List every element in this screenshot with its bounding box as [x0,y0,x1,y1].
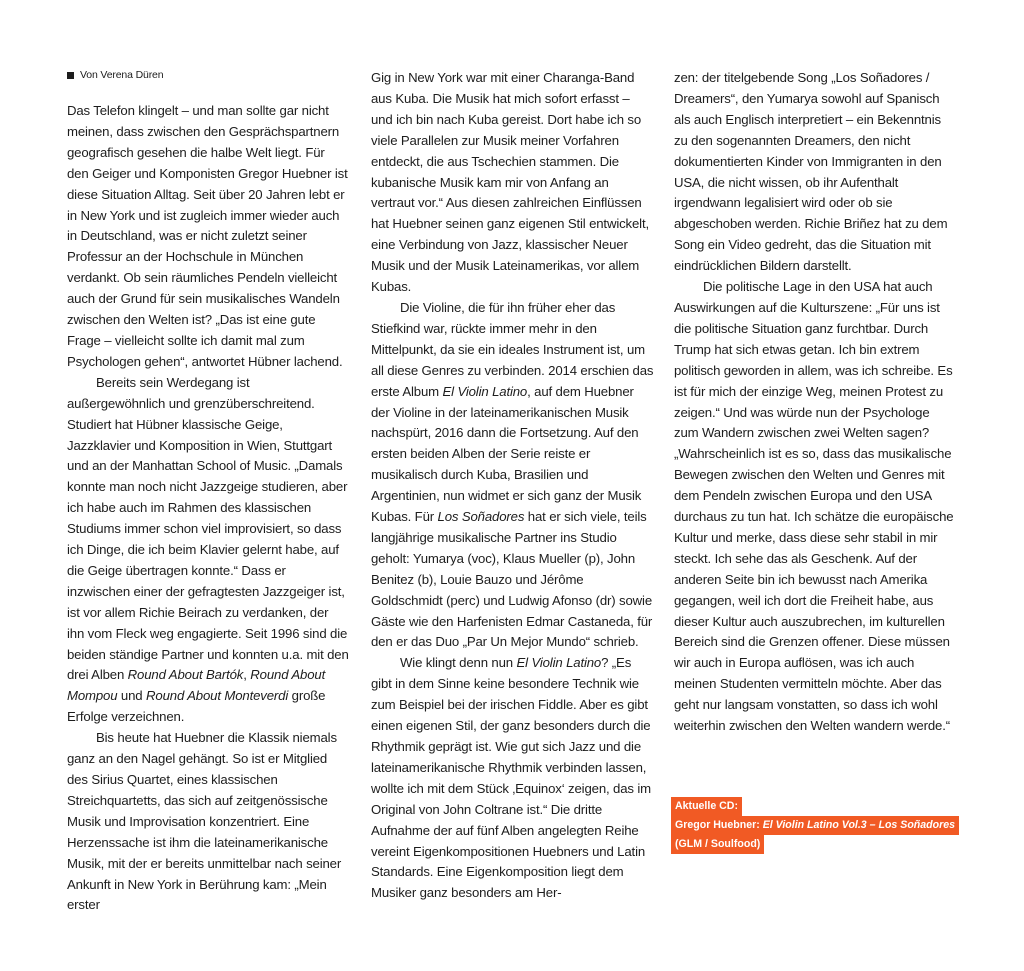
column-3 [674,68,956,737]
text-run: Wie klingt denn nun [400,655,517,671]
cd-title: El Violin Latino Vol.3 – Los Soñadores [762,819,956,831]
text-run: und [117,688,147,704]
paragraph [371,298,654,653]
cd-box-label: Aktuelle CD: [671,797,742,816]
text-run: Die Violine, die für ihn früher eher das Stiefkind war, rückte immer mehr in den Mittelpunkt, da sie ein ideales Instrument ist, um all diese Genres zu verbinden. 2014 erschien das erste Album [371,299,654,399]
paragraph: Die politische Lage in den USA hat auch Auswirkungen auf die Kulturszene: „Für uns ist die politische Situation ganz furchtbar. Durch Trump hat sich etwas getan. Ich bin extrem politisch geworden in allem, was ich schreibe. Es ist für mich der einzige Weg, meinen Protest zu zeigen.“ Und was würde nun der Psychologe zum Wandern zwischen zwei Welten sagen? „Wahrscheinlich ist es so, dass das musikalische Bewegen zwischen den Welten und Genres mit dem Pendeln zwischen Europa und den USA durchaus zu tun hat. Ich schätze die europäische Kultur und merke, dass diese sehr stabil in mir steckt. Ich sehe das als Geschenk. Auf der anderen Seite bin ich bewusst nach Amerika gegangen, weil ich dort die Freiheit habe, aus dieser Kultur auch auszubrechen, im kulturellen Bereich sind die Grenzen offener. Diese müssen wir auch in Europa auflösen, was ich auch meinen Studenten vermitteln möchte. Aber das geht nur langsam vonstatten, so dass ich wohl weiterhin zwischen den Welten wandern werde.“ [674,279,954,734]
album-title: El Violin Latino [442,383,528,399]
paragraph: Bis heute hat Huebner die Klassik niemals ganz an den Nagel gehängt. So ist er Mitglied des Sirius Quartet, eines klassischen Streichquartetts, das sich auf zeitgenössische Musik und Improvisation konzentriert. Eine Herzenssache ist ihm die lateinamerikanische Musik, mit der er bereits unmittelbar nach seiner Ankunft in New York in Berührung kam: „Mein erster [67,730,342,913]
paragraph [371,653,654,904]
paragraph: Gig in New York war mit einer Charanga-Band aus Kuba. Die Musik hat mich sofort erfasst – und ich bin nach Kuba gereist. Dort habe ich so viele Parallelen zur Musik meiner Vorfahren entdeckt, die aus Tschechien stammen. Die kubanische Musik kam mir von Anfang an vertraut vor.“ Aus diesen zahlreichen Einflüssen hat Huebner seinen ganz eigenen Stil entwickelt, eine Verbindung von Jazz, klassischer Neuer Musik und der Musik Lateinamerikas, vor allem Kubas. [371,70,649,295]
text-run: ? „Es gibt in dem Sinne keine besondere Technik wie zum Beispiel bei der irischen Fiddle. Aber es gibt einen eigenen Stil, der ganz besonders durch die Rhythmik geprägt ist. Wie gut sich Jazz und die lateinamerikanische Rhythmik verbinden lassen, wollte ich mit dem Stück ‚Equinox‘ zeigen, das im Original von John Coltrane ist.“ Die dritte Aufnahme der auf fünf Alben angelegten Reihe vereint Eigenkompositionen Huebners und Latin Standards. Eine Eigenkomposition liegt dem Musiker ganz besonders am Her- [371,655,651,901]
current-cd-box [671,797,959,854]
cd-box-title-line [671,816,959,835]
paragraph [67,373,349,728]
column-2 [371,68,654,904]
paragraph: zen: der titelgebende Song „Los Soñadores / Dreamers“, den Yumarya sowohl auf Spanisch als auch Englisch interpretiert – ein Bekenntnis zu den sogenannten Dreamers, den nicht dokumentierten Kinder von Immigranten in den USA, die nicht wissen, ob ihr Aufenthalt irgendwann legalisiert wird oder ob sie abgeschoben werden. Richie Briñez hat zu dem Song ein Video gedreht, das die Situation mit eindrücklichen Bildern darstellt. [674,70,948,274]
byline-text: Von Verena Düren [80,69,164,81]
text-run: hat er sich viele, teils langjährige musikalische Partner ins Studio geholt: Yumarya (voc), Klaus Mueller (p), John Benitez (b), Louie Bauzo und Jérôme Goldschmidt (perc) und Ludwig Afonso (dr) sowie Gäste wie den Harfenisten Edmar Castaneda, für den er das Duo „Par Un Mejor Mundo“ schrieb. [371,509,653,650]
bullet-square-icon [67,72,74,79]
album-title: Round About Monteverdi [146,688,289,704]
text-run: , auf dem Huebner der Violine in der lateinamerikanischen Musik nachspürt, 2016 dann die Fortsetzung. Auf den ersten beiden Alben der Serie reiste er musikalisch durch Kuba, Brasilien und Argentinien, nun widmet er sich ganz der Musik Kubas. Für [371,383,642,525]
album-title: Los Soñadores [437,509,525,525]
album-title: Round About Mompou [67,667,326,704]
column-1 [67,68,349,916]
byline [67,68,349,82]
album-title: Round About Bartók [127,667,244,683]
text-run: Bereits sein Werdegang ist außergewöhnlich und grenzüberschreitend. Studiert hat Hübner klassische Geige, Jazzklavier und Komposition in Wien, Stuttgart und an der Manhattan School of Music. „Damals konnte man noch nicht Jazzgeige studieren, aber ich habe auch im Rahmen des klassischen Studiums immer schon viel improvisiert, so dass ich Dinge, die ich beim Klavier gelernt habe, auf die Geige übertragen konnte.“ Dass er inzwischen einer der gefragtesten Jazzgeiger ist, ist vor allem Richie Beirach zu verdanken, der ihn vom Fleck weg engagierte. Seit 1996 sind die beiden ständige Partner und konnten u.a. mit den drei Alben [67,374,349,683]
cd-box-publisher: (GLM / Soulfood) [671,835,764,854]
album-title: El Violin Latino [516,655,602,671]
text-run: große Erfolge verzeichnen. [67,688,326,725]
text-run: , [243,667,251,683]
paragraph: Das Telefon klingelt – und man sollte gar nicht meinen, dass zwischen den Gesprächspartnern geografisch gesehen die halbe Welt liegt. Für den Geiger und Komponisten Gregor Huebner ist diese Situation Alltag. Seit über 20 Jahren lebt er in New York und ist zugleich immer wieder auch in Deutschland, was er nicht zuletzt seiner Professur an der Hochschule in München verdankt. Ob sein räumliches Pendeln vielleicht auch der Grund für sein musikalisches Wandeln zwischen den Welten ist? „Das ist eine gute Frage – vielleicht sollte ich damit mal zum Psychologen gehen“, antwortet Hübner lachend. [67,103,348,369]
cd-artist: Gregor Huebner: [675,819,763,831]
